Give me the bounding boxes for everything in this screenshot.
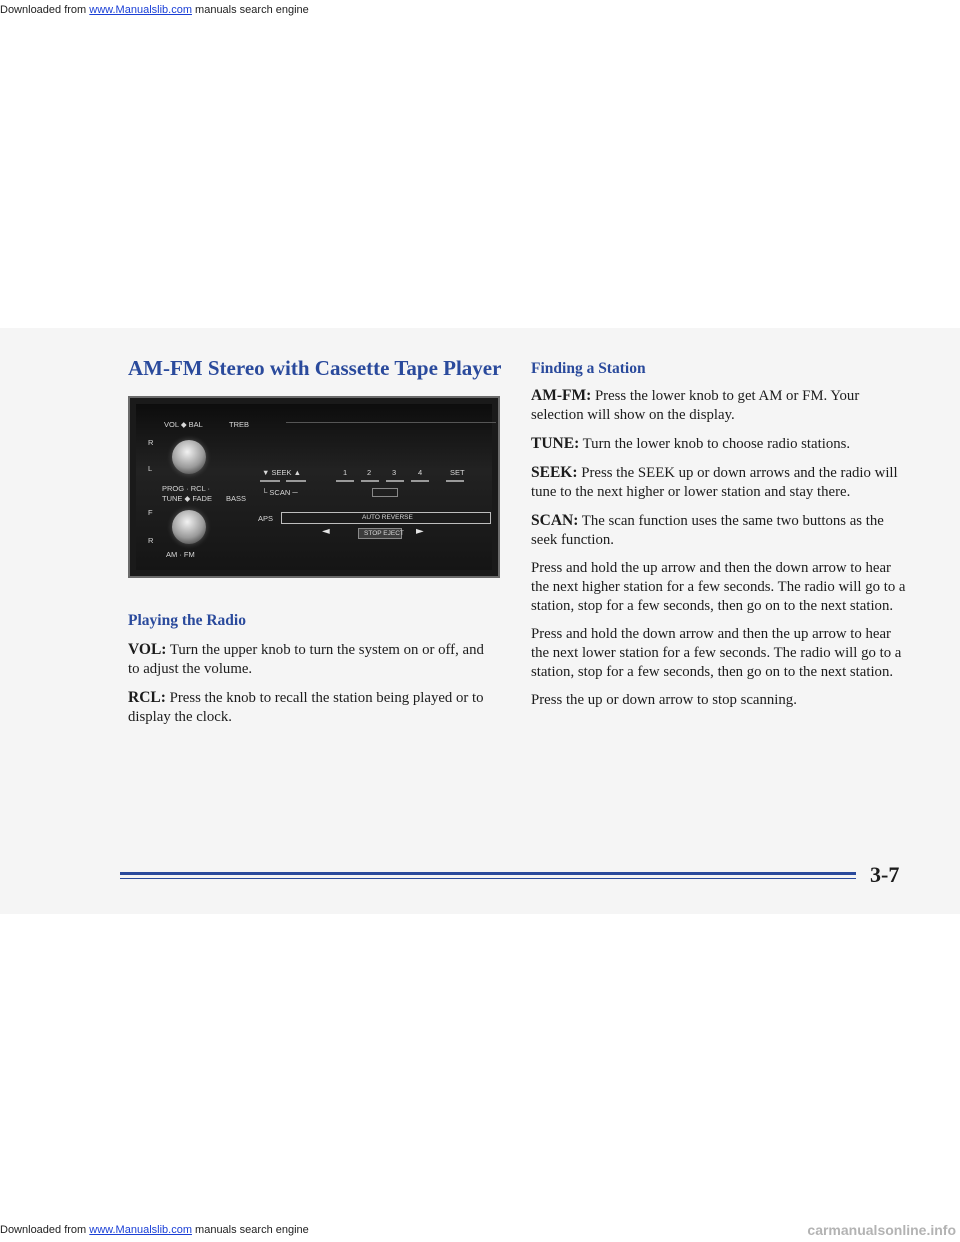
label-preset-4: 4	[418, 468, 423, 477]
footer-prefix: Downloaded from	[0, 1224, 90, 1236]
label-auto-reverse: AUTO REVERSE	[362, 514, 413, 521]
footer-suffix: manuals search engine	[191, 1224, 309, 1236]
watermark: carmanualsonline.info	[807, 1222, 956, 1238]
playing-heading: Playing the Radio	[128, 612, 246, 629]
footer-rule-thin	[120, 878, 856, 879]
label-scan: └ SCAN ─	[262, 488, 298, 497]
am-fm-text: Press the lower knob to get AM or FM. Your selection will show on the display.	[531, 388, 860, 423]
label-prog-rcl: PROG · RCL ·	[162, 484, 211, 493]
tune-paragraph	[531, 434, 906, 454]
manualslib-link[interactable]: www.Manualslib.com	[89, 4, 192, 16]
label-aps: APS	[258, 514, 274, 523]
stop-eject-button	[358, 528, 402, 539]
scan-text: The scan function uses the same two buttons as the seek function.	[531, 513, 884, 548]
scan-up-paragraph: Press and hold the up arrow and then the down arrow to hear the next higher station for a few seconds. The radio will go to a station, stop for a few seconds, then go on to the next station.	[531, 560, 906, 614]
header-prefix: Downloaded from	[0, 4, 90, 16]
label-preset-3: 3	[392, 468, 397, 477]
stop-scan-paragraph: Press the up or down arrow to stop scanning.	[531, 692, 797, 708]
seek-text: Press the SEEK up or down arrows and the radio will tune to the next higher or lower station and stay there.	[531, 465, 898, 500]
rcl-text: Press the knob to recall the station being played or to display the clock.	[128, 690, 484, 725]
label-bass: BASS	[226, 494, 247, 503]
header-suffix: manuals search engine	[191, 4, 309, 16]
display-window	[286, 422, 496, 423]
label-stop-eject: STOP EJECT	[364, 530, 404, 537]
finding-section	[531, 360, 906, 719]
scan-paragraph	[531, 511, 906, 550]
label-vol-bal: VOL ◆ BAL	[164, 420, 203, 429]
tune-text: Turn the lower knob to choose radio stations.	[579, 436, 851, 452]
label-set: SET	[450, 468, 465, 477]
label-preset-1: 1	[343, 468, 348, 477]
vol-text: Turn the upper knob to turn the system on or off, and to adjust the volume.	[128, 642, 484, 677]
footer-rule	[120, 872, 856, 875]
page-number: 3-7	[870, 862, 900, 887]
label-r: R	[148, 438, 154, 447]
preset-3-button	[386, 480, 404, 482]
seek-up-button	[286, 480, 306, 482]
preset-1-button	[336, 480, 354, 482]
lower-knob	[172, 510, 206, 544]
seek-paragraph	[531, 463, 906, 502]
upper-knob	[172, 440, 206, 474]
am-fm-term: AM-FM:	[531, 387, 592, 404]
am-fm-paragraph	[531, 386, 906, 425]
finding-heading: Finding a Station	[531, 360, 646, 377]
tune-term: TUNE:	[531, 435, 580, 452]
seek-down-button	[260, 480, 280, 482]
display-indicator	[372, 488, 398, 497]
scan-term: SCAN:	[531, 512, 579, 529]
radio-faceplate	[136, 404, 492, 570]
footer-manualslib-link[interactable]: www.Manualslib.com	[89, 1224, 192, 1236]
label-am-fm: AM · FM	[166, 550, 195, 559]
scan-down-paragraph: Press and hold the down arrow and then the up arrow to hear the next lower station for a few seconds. The radio will go to a station, stop for a few seconds, then go on to the next station.	[531, 626, 902, 680]
preset-2-button	[361, 480, 379, 482]
rcl-term: RCL:	[128, 689, 166, 706]
rcl-paragraph	[128, 688, 493, 727]
label-seek: ▼ SEEK ▲	[262, 468, 302, 477]
playing-section	[128, 612, 493, 736]
label-tune-fade: TUNE ◆ FADE	[162, 494, 212, 503]
forward-arrow-icon: ►	[416, 526, 424, 537]
label-preset-2: 2	[367, 468, 372, 477]
label-treb: TREB	[229, 420, 250, 429]
label-r-fade: R	[148, 536, 154, 545]
set-button	[446, 480, 464, 482]
vol-paragraph	[128, 640, 493, 679]
rewind-arrow-icon: ◄	[322, 526, 330, 537]
vol-term: VOL:	[128, 641, 167, 658]
seek-term: SEEK:	[531, 464, 578, 481]
download-footer	[0, 1224, 309, 1236]
download-header	[0, 4, 309, 16]
page-title: AM-FM Stereo with Cassette Tape Player	[128, 356, 502, 380]
cassette-slot	[281, 512, 491, 524]
radio-image	[128, 396, 500, 578]
preset-4-button	[411, 480, 429, 482]
label-f: F	[148, 508, 153, 517]
label-l: L	[148, 464, 153, 473]
